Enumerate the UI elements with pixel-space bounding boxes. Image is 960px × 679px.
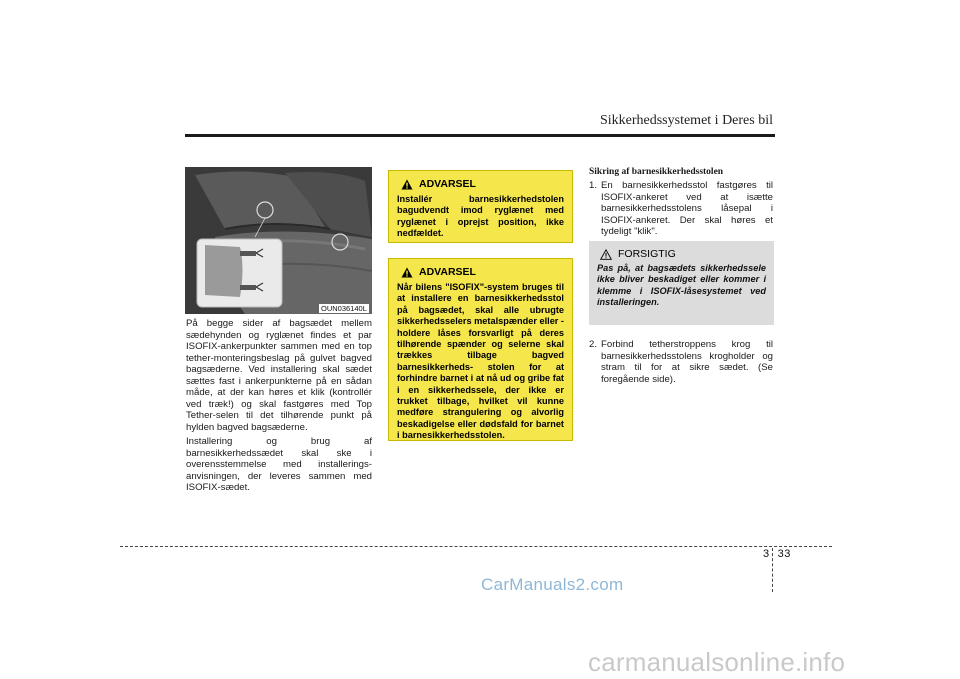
isofix-seat-illustration — [185, 167, 372, 314]
step-2 — [589, 339, 773, 385]
header-rule — [185, 134, 775, 137]
caution-title: FORSIGTIG — [618, 248, 676, 260]
section-title: Sikkerhedssystemet i Deres bil — [599, 113, 773, 128]
figure-code: OUN036140L — [321, 304, 367, 313]
warning-title: ADVARSEL — [419, 178, 476, 190]
step-number: 2. — [589, 339, 598, 350]
warning-text: Installér barnesikkerhedstolen bagudvendt imod ryglænet med ryglænet i oprejst position, ikke nedfældet. — [397, 194, 564, 239]
paragraph-anchor-points: På begge sider af bagsædet mellem sædehynden og ryglænet findes et par ISOFIX-ankerpunkter sammen med en top tether-monteringsbeslag på gulvet bagved bagsæderne. Ved installering skal sædet sættes fast i ankerpunkterne på en sådan måde, at der kan høres et klik (kontrollér ved træk!) og skal fastgøres med Top Tether-selen til det tilhørende punkt på hylden bagved bagsæderne. — [186, 318, 372, 433]
step-text: En barnesikkerhedsstol fastgøres til ISOFIX-ankeret ved at isætte barnesikkerhedsstolens låsepal i ISOFIX-ankeret. Der skal høres et tydeligt "klik". — [601, 180, 773, 237]
installation-text — [186, 318, 372, 497]
step-1 — [589, 180, 773, 238]
caution-box — [589, 241, 774, 325]
site-watermark: carmanualsonline.info — [588, 647, 846, 677]
warning-text: Når bilens "ISOFIX"-system bruges til at installere en barnesikkerhedsstol på bagsædet, skal alle ubrugte sikkerhedsselers metalspænder eller -holdere låses forsvarligt på deres tilhørende spænder og selerne skal trækkes tilbage bagved barnesikkerheds- stolen for at forhindre barnet i at nå ud og gribe fat i en sikkerhedssele, der ikke er trukket tilbage, hvilket vil kunne medføre strangulering og alvorlig beskadigelse eller dødsfald for barnet i barnesikkerhedsstolen. — [397, 282, 564, 441]
caution-header — [597, 247, 766, 261]
subheading: Sikring af barnesikkerhedsstolen — [589, 167, 724, 177]
watermark-link[interactable]: CarManuals2.com — [481, 575, 624, 594]
warning-box-isofix — [388, 258, 573, 441]
caution-text: Pas på, at bagsædets sikkerhedssele ikke bliver beskadiget eller kommer i klemme i ISOFIX-låsesystemet ved installeringen. — [597, 263, 766, 307]
warning-header — [397, 176, 564, 192]
warning-triangle-icon — [401, 179, 413, 190]
step-number: 1. — [589, 180, 598, 191]
page-number-value: 33 — [777, 548, 791, 560]
footer-rule — [120, 546, 832, 547]
chapter-number: 3 — [763, 548, 770, 560]
paragraph-installation-instructions: Installering og brug af barnesikkerhedssædet skal ske i overensstemmelse med installerings- anvisningen, der leveres sammen med ISOFIX-sædet. — [186, 436, 372, 493]
caution-triangle-icon — [600, 249, 612, 260]
warning-title: ADVARSEL — [419, 266, 476, 278]
warning-triangle-icon — [401, 267, 413, 278]
warning-box-rear-facing — [388, 170, 573, 243]
step-text: Forbind tetherstroppens krog til barnesikkerhedsstolens krogholder og stram til for at sikre sædet. (Se foregående side). — [601, 339, 773, 385]
warning-header — [397, 264, 564, 280]
page-number — [763, 548, 791, 560]
